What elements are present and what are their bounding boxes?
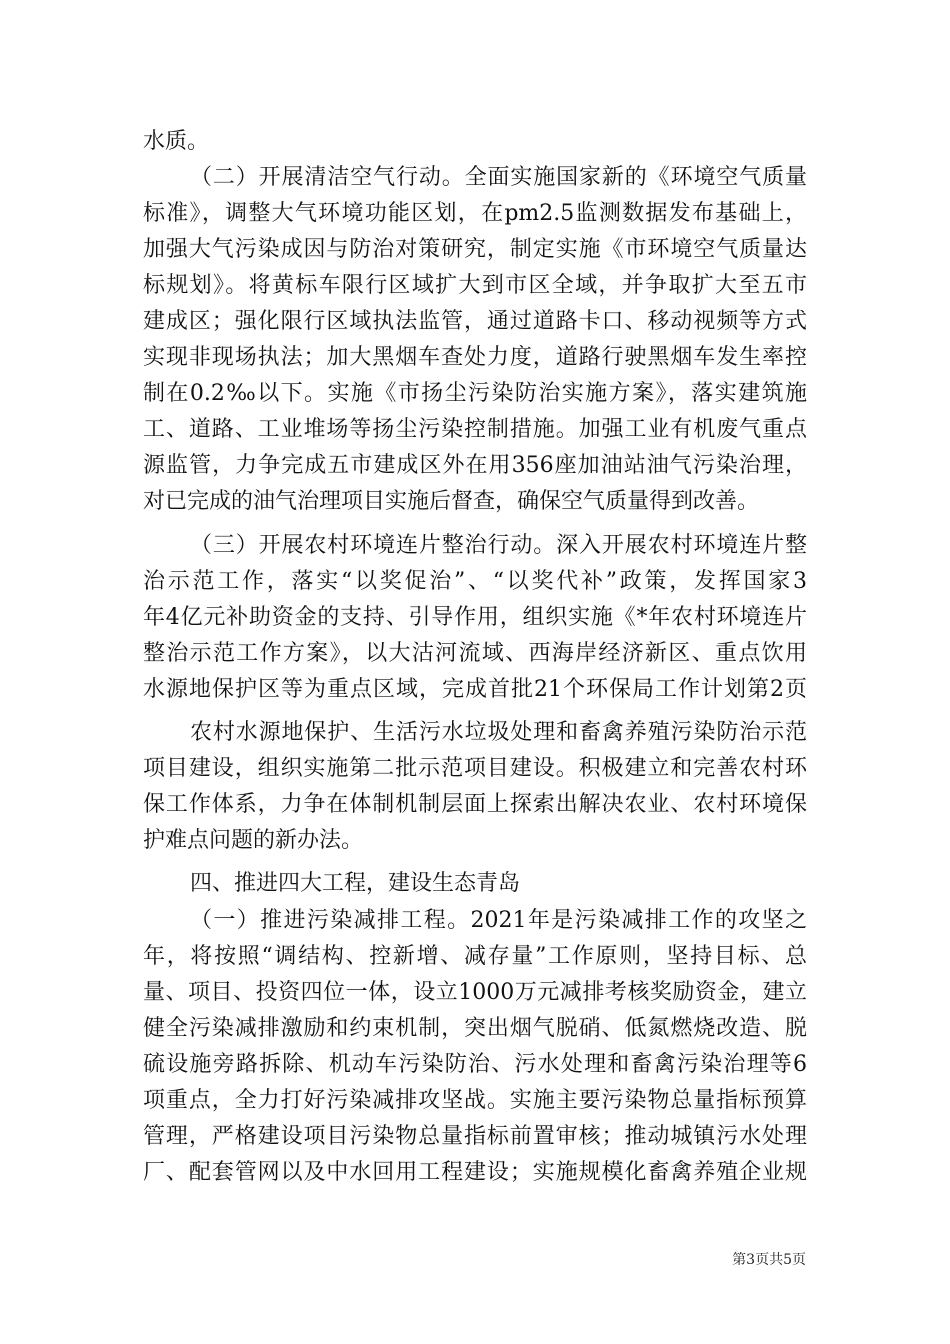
text-line: 整治示范工作方案》，以大沽河流域、西海岸经济新区、重点饮用 — [143, 641, 807, 666]
text-line: 健全污染减排激励和约束机制，突出烟气脱硝、低氮燃烧改造、脱 — [143, 1016, 807, 1041]
text-line: 源监管，力争完成五市建成区外在用356座加油站油气污染治理， — [143, 453, 807, 478]
page-footer: 第3页共5页 — [732, 1252, 806, 1268]
text-line: 硫设施旁路拆除、机动车污染防治、污水处理和畜禽污染治理等6 — [143, 1052, 807, 1077]
text-line: 实现非现场执法；加大黑烟车查处力度，道路行驶黑烟车发生率控 — [143, 345, 807, 370]
text-line: 建成区；强化限行区域执法监管，通过道路卡口、移动视频等方式 — [143, 309, 807, 334]
text-line: 工、道路、工业堆场等扬尘污染控制措施。加强工业有机废气重点 — [143, 417, 807, 442]
text-line: 量、项目、投资四位一体，设立1000万元减排考核奖励资金，建立 — [143, 980, 807, 1005]
text-line: 管理，严格建设项目污染物总量指标前置审核；推动城镇污水处理 — [143, 1124, 807, 1149]
text-line: 厂、配套管网以及中水回用工程建设；实施规模化畜禽养殖企业规 — [143, 1160, 807, 1185]
text-line: 治示范工作，落实“以奖促治”、“以奖代补”政策，发挥国家3 — [143, 569, 807, 594]
section-heading: 四、推进四大工程，建设生态青岛 — [190, 871, 521, 896]
paragraph-start-line: 农村水源地保护、生活污水垃圾处理和畜禽养殖污染防治示范 — [190, 720, 807, 745]
text-line: 保工作体系，力争在体制机制层面上探索出解决农业、农村环境保 — [143, 792, 807, 817]
text-line: 年4亿元补助资金的支持、引导作用，组织实施《*年农村环境连片 — [143, 605, 807, 630]
text-line: 水质。 — [143, 129, 210, 154]
text-line: 项重点，全力打好污染减排攻坚战。实施主要污染物总量指标预算 — [143, 1088, 807, 1113]
text-line: 标准》，调整大气环境功能区划，在pm2.5监测数据发布基础上， — [143, 201, 807, 226]
text-line: 项目建设，组织实施第二批示范项目建设。积极建立和完善农村环 — [143, 756, 807, 781]
text-line: 对已完成的油气治理项目实施后督查，确保空气质量得到改善。 — [143, 489, 760, 514]
paragraph-start-line: （一）推进污染减排工程。2021年是污染减排工作的攻坚之 — [190, 908, 807, 933]
text-line: 加强大气污染成因与防治对策研究，制定实施《市环境空气质量达 — [143, 237, 807, 262]
paragraph-start-line: （二）开展清洁空气行动。全面实施国家新的《环境空气质量 — [190, 165, 807, 190]
text-line: 水源地保护区等为重点区域，完成首批21个环保局工作计划第2页 — [143, 677, 807, 702]
text-line: 标规划》。将黄标车限行区域扩大到市区全域，并争取扩大至五市 — [143, 273, 807, 298]
text-line: 护难点问题的新办法。 — [143, 828, 364, 853]
paragraph-start-line: （三）开展农村环境连片整治行动。深入开展农村环境连片整 — [190, 533, 807, 558]
text-line: 年，将按照“调结构、控新增、减存量”工作原则，坚持目标、总 — [143, 944, 807, 969]
text-line: 制在0.2‰以下。实施《市扬尘污染防治实施方案》，落实建筑施 — [143, 381, 807, 406]
